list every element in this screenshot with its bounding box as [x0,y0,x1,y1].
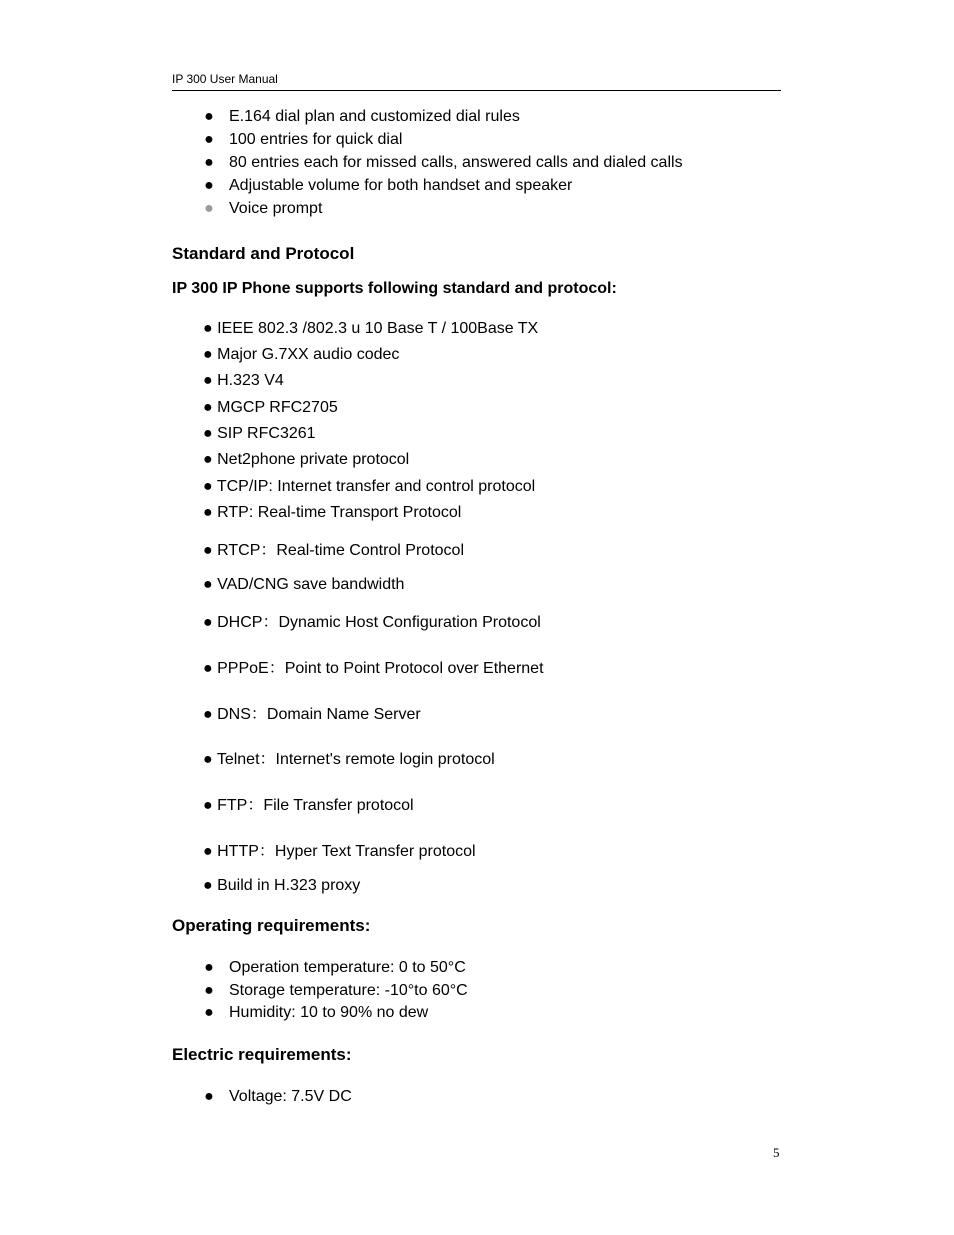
feature-text: Voice prompt [229,200,323,217]
bullet-icon: ● [204,1088,214,1105]
protocol-item: ● SIP RFC3261 [203,425,316,442]
protocol-item: ● VAD/CNG save bandwidth [203,576,405,593]
bullet-icon: ● [204,1004,214,1021]
protocol-item: ● Telnet：Internet's remote login protocol [203,751,495,768]
feature-text: 100 entries for quick dial [229,131,403,148]
electric-text: Voltage: 7.5V DC [229,1088,352,1105]
feature-text: 80 entries each for missed calls, answered calls and dialed calls [229,154,683,171]
protocol-item: ● Major G.7XX audio codec [203,346,400,363]
protocol-item: ● H.323 V4 [203,372,284,389]
bullet-icon: ● [204,982,214,999]
feature-text: E.164 dial plan and customized dial rules [229,108,520,125]
operating-text: Storage temperature: -10°to 60°C [229,982,468,999]
operating-text: Humidity: 10 to 90% no dew [229,1004,429,1021]
bullet-icon: ● [204,200,214,217]
bullet-icon: ● [204,154,214,171]
protocol-item: ● DNS：Domain Name Server [203,706,421,723]
running-header: IP 300 User Manual [172,72,278,86]
section-heading-standard: Standard and Protocol [172,244,355,263]
protocol-item: ● TCP/IP: Internet transfer and control protocol [203,478,536,495]
page-number: 5 [773,1145,780,1160]
protocol-item: ● RTP: Real-time Transport Protocol [203,504,462,521]
protocol-item: ● PPPoE：Point to Point Protocol over Ethernet [203,660,544,677]
feature-text: Adjustable volume for both handset and speaker [229,177,573,194]
bullet-icon: ● [204,131,214,148]
section-heading-operating: Operating requirements: [172,916,371,935]
protocol-item: ● FTP：File Transfer protocol [203,797,414,814]
protocol-item: ● DHCP：Dynamic Host Configuration Protocol [203,614,541,631]
protocol-item: ● IEEE 802.3 /802.3 u 10 Base T / 100Base TX [203,320,539,337]
protocol-item: ● HTTP：Hyper Text Transfer protocol [203,843,476,860]
protocol-item: ● RTCP：Real-time Control Protocol [203,542,465,559]
bullet-icon: ● [204,177,214,194]
operating-text: Operation temperature: 0 to 50°C [229,959,466,976]
protocol-item: ● MGCP RFC2705 [203,399,338,416]
protocol-item: ● Net2phone private protocol [203,451,410,468]
bullet-icon: ● [204,959,214,976]
protocol-item: ● Build in H.323 proxy [203,877,361,894]
bullet-icon: ● [204,108,214,125]
section-heading-electric: Electric requirements: [172,1045,352,1064]
header-rule [172,90,781,91]
standard-subheading: IP 300 IP Phone supports following standard and protocol: [172,280,617,297]
